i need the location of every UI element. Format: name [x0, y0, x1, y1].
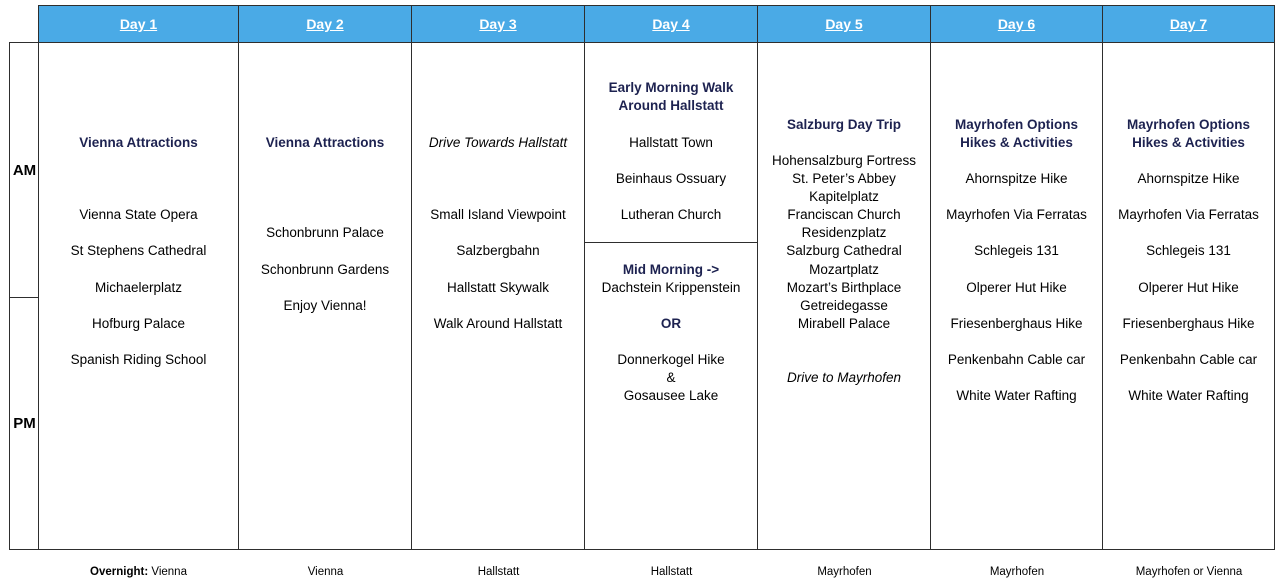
morning-divider	[585, 242, 757, 243]
day-header-row	[38, 5, 1275, 43]
itinerary-grid	[38, 42, 1275, 550]
day-1-column	[38, 42, 239, 550]
overnight-day-1	[38, 566, 239, 578]
list-item: Mayrhofen Via Ferratas	[946, 207, 1087, 222]
day-header-3[interactable]: Day 3	[412, 5, 585, 43]
list-item: Franciscan Church	[787, 207, 901, 222]
list-item: Dachstein Krippenstein	[601, 280, 741, 295]
overnight-day-5: Mayrhofen	[817, 566, 872, 578]
list-item: Hallstatt Skywalk	[446, 280, 550, 295]
list-item: Salzburg Cathedral	[786, 243, 902, 258]
list-item: Lutheran Church	[620, 207, 722, 222]
day-4-am-title-line2: Around Hallstatt	[618, 98, 724, 113]
day-6-title-line2: Hikes & Activities	[960, 135, 1073, 150]
list-item: Mozartplatz	[809, 262, 879, 277]
day-2-title: Vienna Attractions	[265, 135, 385, 150]
list-item: Friesenberghaus Hike	[950, 316, 1083, 331]
day-6-title-line1: Mayrhofen Options	[954, 117, 1078, 132]
list-item: Gosausee Lake	[623, 388, 719, 403]
list-item: Hofburg Palace	[91, 316, 186, 331]
day-4-pm-title: Mid Morning ->	[622, 262, 720, 277]
day-5-title: Salzburg Day Trip	[786, 117, 902, 132]
day-7-title-line1: Mayrhofen Options	[1126, 117, 1250, 132]
list-item: Mozart’s Birthplace	[786, 280, 902, 295]
list-item: Penkenbahn Cable car	[947, 352, 1086, 367]
list-item: Schonbrunn Palace	[266, 225, 384, 240]
day-5-note: Drive to Mayrhofen	[786, 370, 902, 385]
list-item: Salzbergbahn	[456, 243, 540, 258]
day-2-column	[239, 42, 412, 550]
overnight-stay: Vienna	[151, 566, 187, 578]
list-item: Mirabell Palace	[797, 316, 891, 331]
list-item: St Stephens Cathedral	[70, 243, 207, 258]
day-3-column	[412, 42, 585, 550]
day-header-4[interactable]: Day 4	[585, 5, 758, 43]
list-item: Kapitelplatz	[809, 189, 879, 204]
list-item: Small Island Viewpoint	[430, 207, 566, 222]
day-header-7[interactable]: Day 7	[1103, 5, 1275, 43]
list-item: Ahornspitze Hike	[965, 171, 1068, 186]
list-item: Schonbrunn Gardens	[260, 262, 390, 277]
list-item: &	[666, 370, 676, 385]
overnight-day-2: Vienna	[307, 566, 344, 578]
list-item: White Water Rafting	[956, 388, 1077, 403]
list-item: Getreidegasse	[800, 298, 888, 313]
list-item: White Water Rafting	[1128, 388, 1249, 403]
overnight-label: Overnight:	[90, 566, 149, 578]
list-item: Beinhaus Ossuary	[615, 171, 727, 186]
day-3-title: Drive Towards Hallstatt	[428, 135, 568, 150]
list-item: Residenzplatz	[801, 225, 887, 240]
or-separator: OR	[660, 316, 682, 331]
list-item: Penkenbahn Cable car	[1119, 352, 1258, 367]
list-item: Enjoy Vienna!	[283, 298, 367, 313]
day-header-5[interactable]: Day 5	[758, 5, 931, 43]
list-item: Donnerkogel Hike	[617, 352, 725, 367]
day-header-1[interactable]: Day 1	[38, 5, 239, 43]
day-4-column	[585, 42, 758, 550]
overnight-day-6: Mayrhofen	[989, 566, 1045, 578]
overnight-day-7: Mayrhofen or Vienna	[1135, 566, 1243, 578]
overnight-day-3: Hallstatt	[477, 566, 520, 578]
day-7-column	[1103, 42, 1275, 550]
list-item: Ahornspitze Hike	[1137, 171, 1240, 186]
list-item: Walk Around Hallstatt	[433, 316, 563, 331]
list-item: Spanish Riding School	[70, 352, 207, 367]
day-4-am-title-line1: Early Morning Walk	[608, 80, 734, 95]
day-header-6[interactable]: Day 6	[931, 5, 1103, 43]
list-item: Schlegeis 131	[974, 243, 1059, 258]
pm-label: PM	[9, 297, 39, 550]
day-7-title-line2: Hikes & Activities	[1132, 135, 1245, 150]
list-item: Olperer Hut Hike	[1138, 280, 1239, 295]
list-item: Mayrhofen Via Ferratas	[1118, 207, 1259, 222]
list-item: Michaelerplatz	[94, 280, 183, 295]
list-item: Vienna State Opera	[79, 207, 198, 222]
day-1-title: Vienna Attractions	[79, 135, 198, 150]
day-5-column	[758, 42, 931, 550]
overnight-day-4: Hallstatt	[650, 566, 693, 578]
list-item: Hallstatt Town	[629, 135, 713, 150]
day-header-2[interactable]: Day 2	[239, 5, 412, 43]
list-item: Hohensalzburg Fortress	[771, 153, 917, 168]
list-item: Friesenberghaus Hike	[1122, 316, 1255, 331]
list-item: St. Peter’s Abbey	[792, 171, 896, 186]
am-label: AM	[9, 42, 39, 298]
list-item: Olperer Hut Hike	[966, 280, 1067, 295]
list-item: Schlegeis 131	[1146, 243, 1231, 258]
day-6-column	[931, 42, 1103, 550]
